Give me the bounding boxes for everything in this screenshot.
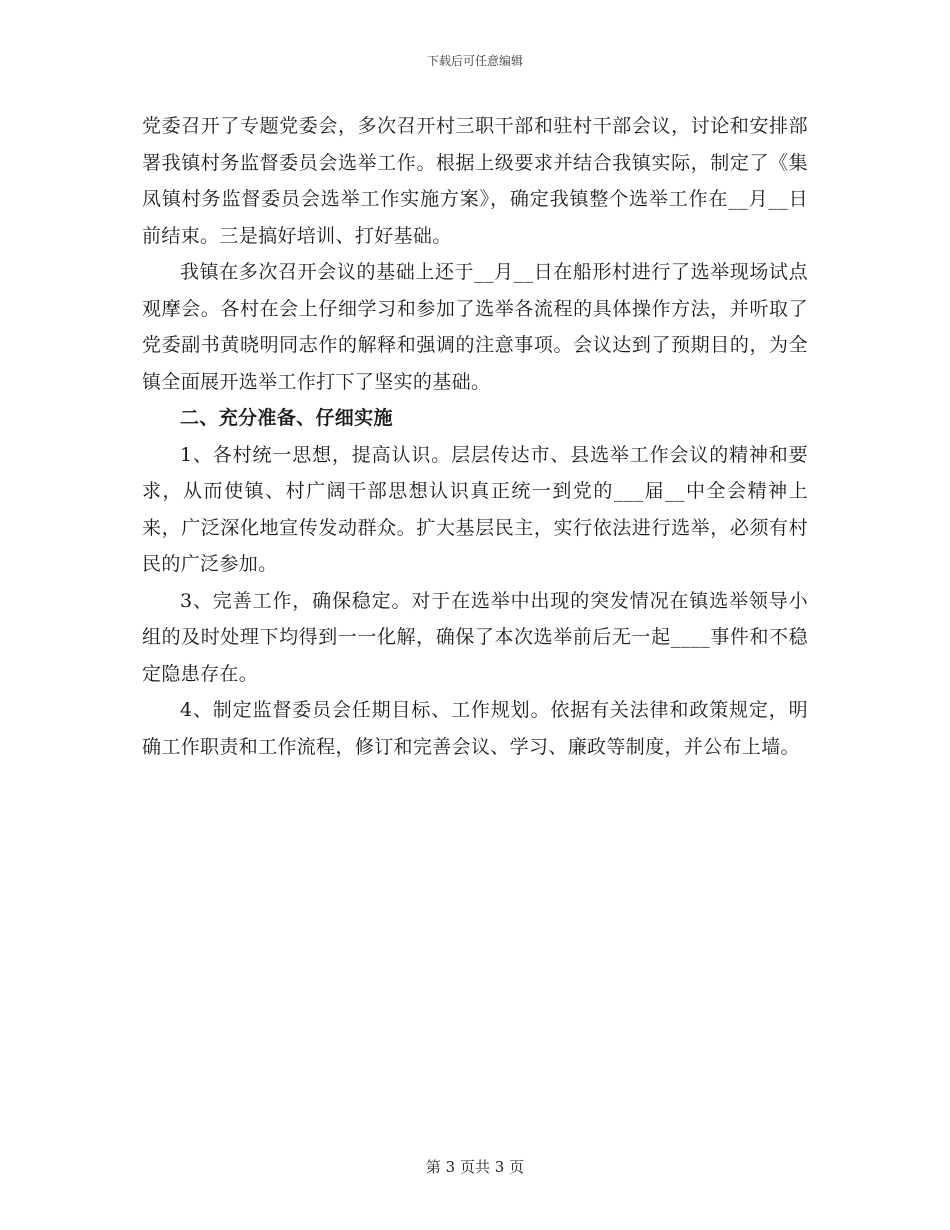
section-heading: 二、充分准备、仔细实施 [180, 407, 393, 429]
paragraph: 1、各村统一思想，提高认识。层层传达市、县选举工作会议的精神和要求，从而使镇、村广阔干部思想认识真正统一到党的___届__中全会精神上来，广泛深化地宣传发动群众。扩大基层民主，实行依法进行选举，必须有村民的广泛参加。 [142, 443, 808, 575]
paragraph: 我镇在多次召开会议的基础上还于__月__日在船形村进行了选举现场试点观摩会。各村在会上仔细学习和参加了选举各流程的具体操作方法，并听取了党委副书黄晓明同志作的解释和强调的注意事项。会议达到了预期目的，为全镇全面展开选举工作打下了坚实的基础。 [142, 261, 808, 393]
document-body [142, 108, 808, 765]
paragraph: 4、制定监督委员会任期目标、工作规划。依据有关法律和政策规定，明确工作职责和工作流程，修订和完善会议、学习、廉政等制度，并公布上墙。 [142, 699, 808, 758]
page-footer: 第 3 页共 3 页 [425, 1158, 525, 1176]
paragraph: 3、完善工作，确保稳定。对于在选举中出现的突发情况在镇选举领导小组的及时处理下均得到一一化解，确保了本次选举前后无一起____事件和不稳定隐患存在。 [142, 589, 808, 685]
page-header: 下载后可任意编辑 [426, 54, 523, 68]
paragraph: 党委召开了专题党委会，多次召开村三职干部和驻村干部会议，讨论和安排部署我镇村务监督委员会选举工作。根据上级要求并结合我镇实际，制定了《集凤镇村务监督委员会选举工作实施方案》，确定我镇整个选举工作在__月__日前结束。三是搞好培训、打好基础。 [142, 115, 808, 247]
